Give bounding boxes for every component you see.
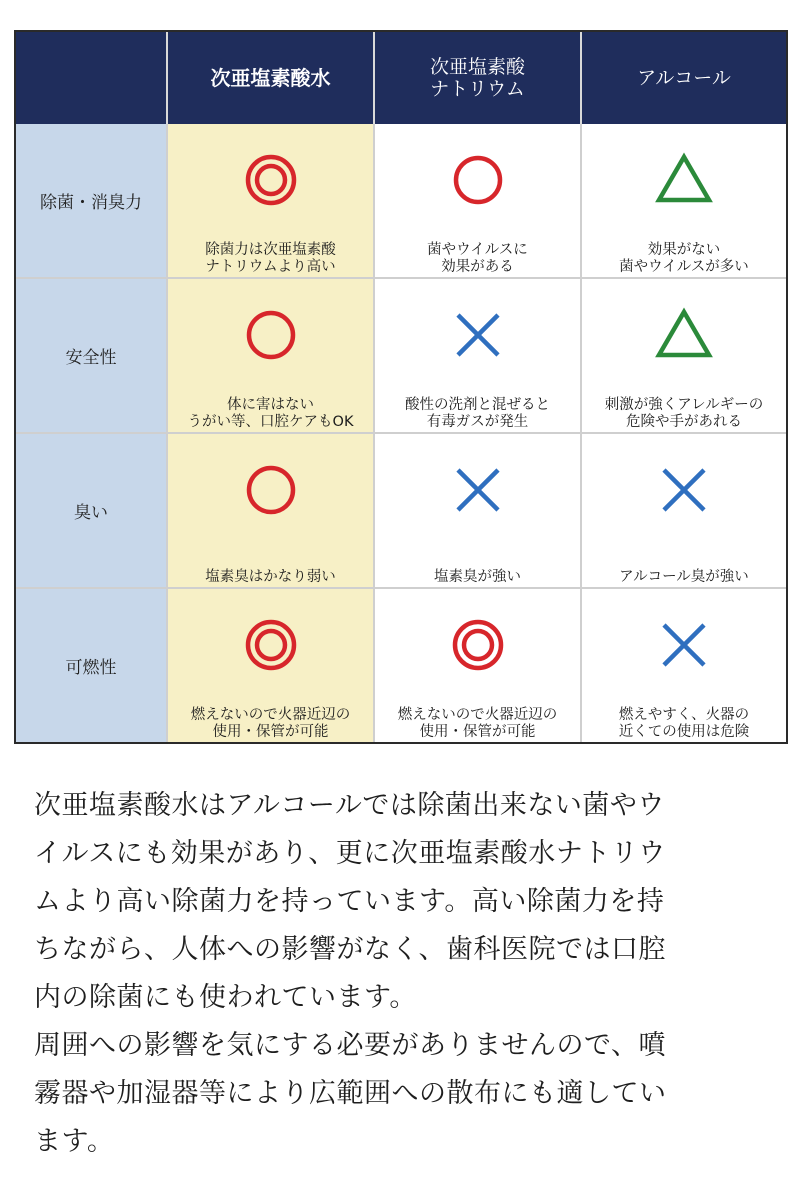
double-circle-icon bbox=[443, 610, 513, 680]
paragraph-line: 次亜塩素酸水はアルコールでは除菌出来ない菌やウ bbox=[34, 790, 665, 821]
rating-symbol bbox=[168, 589, 373, 701]
cell-note-line: 危険や手があれる bbox=[626, 413, 742, 430]
cell-note bbox=[582, 701, 786, 741]
triangle-icon bbox=[649, 300, 719, 370]
cell-note-line: 燃えないので火器近辺の bbox=[190, 706, 351, 723]
paragraph-line: 霧器や加湿器等により広範囲への散布にも適してい bbox=[34, 1078, 667, 1109]
cell-note bbox=[168, 236, 373, 276]
rating-symbol bbox=[582, 589, 786, 701]
cell-note bbox=[168, 546, 373, 586]
cross-icon bbox=[649, 610, 719, 680]
cell-note bbox=[375, 701, 580, 741]
rating-symbol bbox=[375, 279, 580, 391]
header-alcohol bbox=[581, 32, 786, 124]
table-row bbox=[16, 278, 786, 433]
cell-note-line: 近くての使用は危険 bbox=[618, 723, 750, 740]
header-sodium-hypochlorite bbox=[374, 32, 581, 124]
cell-note-line: 燃えないので火器近辺の bbox=[397, 706, 558, 723]
table-cell bbox=[167, 588, 374, 742]
cell-note-line: 効果がある bbox=[441, 259, 514, 275]
cell-note-line: 有毒ガスが発生 bbox=[426, 413, 529, 430]
cell-note-line: 除菌力は次亜塩素酸 bbox=[205, 242, 336, 258]
cross-icon bbox=[443, 455, 513, 525]
cell-note-line: アルコール臭が強い bbox=[619, 568, 749, 585]
table-cell bbox=[374, 278, 581, 433]
cell-note-line: 塩素臭が強い bbox=[434, 568, 521, 585]
row-label: 臭い bbox=[16, 433, 167, 588]
cell-note-line: 効果がない bbox=[647, 242, 721, 258]
double-circle-icon bbox=[236, 145, 306, 215]
cell-note bbox=[582, 236, 786, 276]
circle-icon bbox=[443, 145, 513, 215]
rating-symbol bbox=[375, 589, 580, 701]
circle-icon bbox=[236, 455, 306, 525]
paragraph-line: ムより高い除菌力を持っています。高い除菌力を持 bbox=[34, 886, 665, 917]
paragraph-line: ます。 bbox=[34, 1126, 115, 1157]
paragraph-line: ちながら、人体への影響がなく、歯科医院では口腔 bbox=[34, 934, 666, 965]
table-row bbox=[16, 124, 786, 278]
cell-note bbox=[168, 701, 373, 741]
comparison-table bbox=[14, 30, 788, 744]
table-row bbox=[16, 588, 786, 742]
table-row bbox=[16, 433, 786, 588]
cell-note bbox=[375, 546, 580, 586]
table-cell bbox=[374, 433, 581, 588]
cross-icon bbox=[443, 300, 513, 370]
header-line: 次亜塩素酸水 bbox=[210, 66, 331, 90]
cell-note bbox=[582, 546, 786, 586]
row-label: 除菌・消臭力 bbox=[16, 124, 167, 278]
cell-note-line: 使用・保管が可能 bbox=[212, 723, 329, 740]
table-header-row bbox=[16, 32, 786, 124]
table-cell bbox=[581, 588, 786, 742]
description-paragraph bbox=[34, 782, 774, 1166]
header-line: アルコール bbox=[637, 67, 731, 89]
table-cell bbox=[581, 433, 786, 588]
rating-symbol bbox=[582, 434, 786, 546]
header-line: 次亜塩素酸 bbox=[429, 56, 525, 78]
cell-note-line: 菌やウイルスが多い bbox=[619, 259, 749, 275]
table-cell bbox=[167, 433, 374, 588]
table-cell bbox=[581, 278, 786, 433]
paragraph-line: 内の除菌にも使われています。 bbox=[34, 982, 417, 1013]
header-hypochlorous-water bbox=[167, 32, 374, 124]
cell-note-line: 菌やウイルスに bbox=[427, 242, 528, 258]
rating-symbol bbox=[168, 434, 373, 546]
circle-icon bbox=[236, 300, 306, 370]
table-cell bbox=[167, 278, 374, 433]
rating-symbol bbox=[375, 124, 580, 236]
triangle-icon bbox=[649, 145, 719, 215]
cell-note bbox=[375, 236, 580, 276]
row-label: 安全性 bbox=[16, 278, 167, 433]
rating-symbol bbox=[168, 279, 373, 391]
cross-icon bbox=[649, 455, 719, 525]
rating-symbol bbox=[375, 434, 580, 546]
paragraph-line: 周囲への影響を気にする必要がありませんので、噴 bbox=[34, 1030, 666, 1061]
header-empty bbox=[16, 32, 167, 124]
cell-note bbox=[582, 391, 786, 431]
cell-note-line: 酸性の洗剤と混ぜると bbox=[405, 396, 550, 413]
cell-note-line: 使用・保管が可能 bbox=[419, 723, 536, 740]
table-cell bbox=[374, 124, 581, 278]
cell-note-line: うがい等、口腔ケアもOK bbox=[187, 413, 354, 430]
cell-note-line: 体に害はない bbox=[227, 396, 314, 413]
paragraph-line: イルスにも効果があり、更に次亜塩素酸水ナトリウ bbox=[34, 838, 666, 869]
double-circle-icon bbox=[236, 610, 306, 680]
header-line: ナトリウム bbox=[430, 78, 525, 100]
table-cell bbox=[374, 588, 581, 742]
rating-symbol bbox=[582, 279, 786, 391]
cell-note-line: ナトリウムより高い bbox=[205, 259, 336, 275]
cell-note-line: 刺激が強くアレルギーの bbox=[604, 396, 764, 413]
table-cell bbox=[167, 124, 374, 278]
table-cell bbox=[581, 124, 786, 278]
rating-symbol bbox=[168, 124, 373, 236]
row-label: 可燃性 bbox=[16, 588, 167, 742]
cell-note-line: 塩素臭はかなり弱い bbox=[205, 568, 336, 585]
cell-note bbox=[375, 391, 580, 431]
rating-symbol bbox=[582, 124, 786, 236]
cell-note bbox=[168, 391, 373, 431]
cell-note-line: 燃えやすく、火器の bbox=[618, 706, 750, 723]
